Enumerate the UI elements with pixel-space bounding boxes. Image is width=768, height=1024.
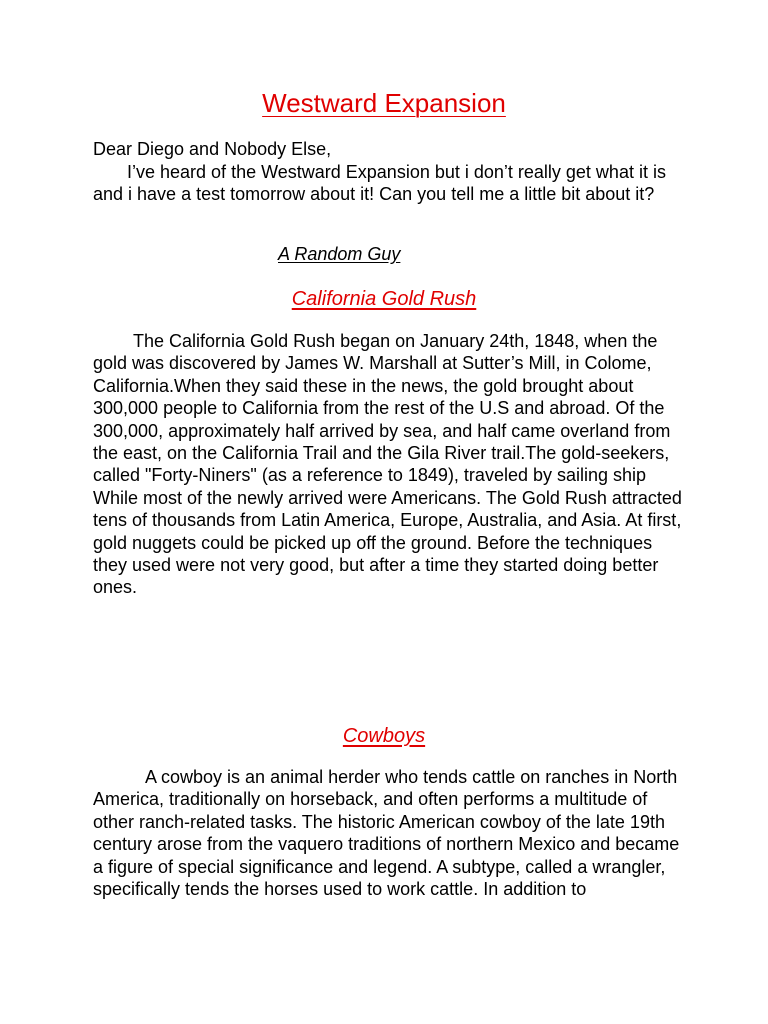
section-heading-cowboys: Cowboys: [342, 725, 426, 747]
section-heading-gold-rush: California Gold Rush: [291, 288, 477, 310]
letter: [93, 138, 683, 206]
letter-signature: A Random Guy: [278, 244, 401, 264]
letter-body: I’ve heard of the Westward Expansion but i don’t really get what it is and i have a test tomorrow about it! Can you tell me a little bit about it?: [93, 161, 666, 204]
section-paragraph-cowboys: A cowboy is an animal herder who tends cattle on ranches in North America, traditionally on horseback, and often performs a multitude of other ranch-related tasks. The historic American cowboy of the late 19th century arose from the vaquero traditions of northern Mexico and became a figure of special significance and legend. A subtype, called a wrangler, specifically tends the horses used to work cattle. In addition to: [93, 767, 680, 900]
letter-greeting: Dear Diego and Nobody Else,: [93, 139, 332, 159]
document-title: Westward Expansion: [262, 88, 506, 118]
section-paragraph-gold-rush: The California Gold Rush began on January 24th, 1848, when the gold was discovered by James W. Marshall at Sutter’s Mill, in Colome, California.When they said these in the news, the gold brought about 300,000 people to California from the rest of the U.S and abroad. Of the 300,000, approximately half arrived by sea, and half came overland from the east, on the California Trail and the Gila River trail.The gold-seekers, called "Forty-Niners" (as a reference to 1849), traveled by sailing ship While most of the newly arrived were Americans. The Gold Rush attracted tens of thousands from Latin America, Europe, Australia, and Asia. At first, gold nuggets could be picked up off the ground. Before the techniques they used were not very good, but after a time they started doing better ones.: [93, 331, 682, 598]
